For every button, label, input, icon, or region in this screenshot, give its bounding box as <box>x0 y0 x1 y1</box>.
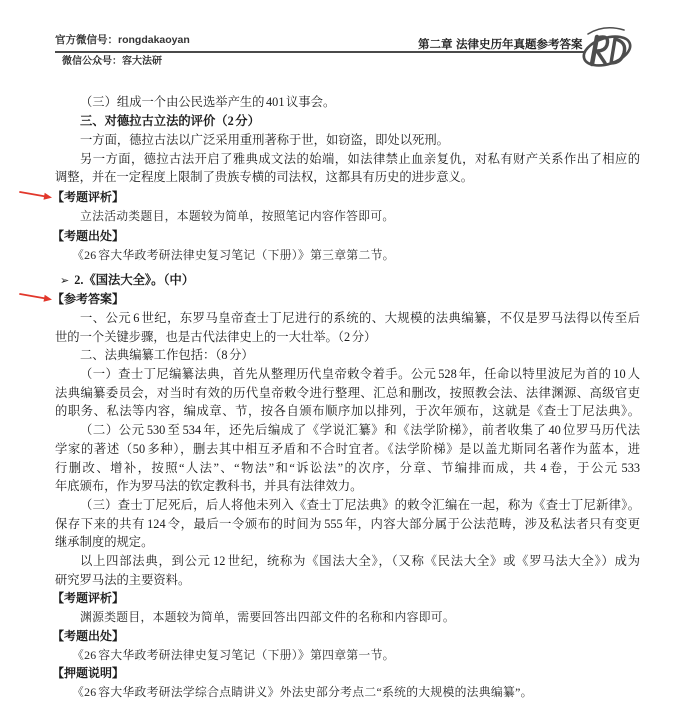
analysis-text: 立法活动类题目，本题较为简单，按照笔记内容作答即可。 <box>80 209 395 223</box>
item-3-line: 继承制度的规定。 <box>55 535 154 549</box>
source-text: 《26 容大华政考研法律史复习笔记（下册）》第三章第二节。 <box>72 248 395 262</box>
source-text: 《26 容大华政考研法律史复习笔记（下册）》第四章第一节。 <box>72 648 395 662</box>
item-3-line: 保存下来的共有 124 令，最后一令颁布的时间为 555 年，内容大部分属于公法范畴，涉及私法者只有变更 <box>55 517 640 531</box>
question-2-title-row <box>60 271 194 289</box>
prediction-text: 《26 容大华政考研法学综合点睛讲义》外法史部分考点二“系统的大规模的法典编纂”。 <box>72 685 533 699</box>
item-2-line: 行删改、增补，按照“人法”、“物法”和“诉讼法”的次序，分章、节编排而成，共 4 卷，于公元 533 <box>55 461 640 475</box>
wechat-public-account: 微信公众号：容大法研 <box>62 56 162 67</box>
answer-item-3: （三）组成一个由公民选举产生的 401 议事会。 <box>80 95 336 109</box>
chapter-number: 第二章 <box>418 39 453 51</box>
evaluation-paragraph-2-line: 调整，并在一定程度上限制了贵族专横的司法权，这都具有历史的进步意义。 <box>55 170 474 184</box>
summary-line: 以上四部法典，到公元 12 世纪，统称为《国法大全》，（又称《民法大全》或《罗马法大全》）成为 <box>80 554 640 568</box>
analysis-text: 渊源类题目，本题较为简单，需要回答出四部文件的名称和内容即可。 <box>80 610 456 624</box>
item-3-line: （三）查士丁尼死后，后人将他未列入《查士丁尼法典》的敕令汇编在一起，称为《查士丁尼新律》。 <box>80 498 640 512</box>
item-2-line: 年底颁布，作为罗马法的钦定教科书，并具有法律效力。 <box>55 479 363 493</box>
analysis-label: 【考题评析】 <box>52 591 125 605</box>
chapter-title: 法律史历年真题参考答案 <box>456 39 583 51</box>
part-1-line: 一、公元 6 世纪，东罗马皇帝查士丁尼进行的系统的、大规模的法典编纂，不仅是罗马法得以传至后 <box>80 311 640 325</box>
part-2-heading: 二、法典编纂工作包括：（8 分） <box>80 348 254 362</box>
brand-logo <box>580 24 634 74</box>
red-arrow-icon <box>18 289 56 307</box>
bullet-arrow-icon: ➢ <box>60 274 70 287</box>
item-1-line: 法典编纂委员会，对当时有效的历代皇帝敕令进行整理、汇总和删改，按照教会法、法律渊源、高级官吏 <box>55 386 640 400</box>
prediction-label: 【押题说明】 <box>52 666 125 680</box>
evaluation-heading: 三、对德拉古立法的评价（2 分） <box>80 114 260 128</box>
red-arrow-icon <box>18 187 56 205</box>
evaluation-paragraph-2-line: 另一方面，德拉古法开启了雅典成文法的始端，如法律禁止血亲复仇，对私有财产关系作出了相应的 <box>80 152 640 166</box>
evaluation-paragraph-1: 一方面，德拉古法以广泛采用重刑著称于世，如窃盗，即处以死刑。 <box>80 133 449 147</box>
answer-label: 【参考答案】 <box>52 292 125 306</box>
analysis-label: 【考题评析】 <box>52 190 125 204</box>
summary-line: 研究罗马法的主要资料。 <box>55 573 191 587</box>
wechat-official-id: 官方微信号：rongdakaoyan <box>55 34 190 46</box>
item-1-line: （一）查士丁尼编纂法典，首先从整理历代皇帝敕令着手。公元 528 年，任命以特里波尼为首的 10 人 <box>80 367 640 381</box>
item-2-line: 学家的著述（50 多种），删去其中相互矛盾和不合时宜者。《法学阶梯》是以盖尤斯同名著作为蓝本，进 <box>55 442 640 456</box>
source-label: 【考题出处】 <box>52 229 125 243</box>
source-label: 【考题出处】 <box>52 629 125 643</box>
question-2-title: 2.《国法大全》。（中） <box>74 273 195 287</box>
item-2-line: （二）公元 530 至 534 年，还先后编成了《学说汇纂》和《法学阶梯》，前者收集了 40 位罗马历代法 <box>80 423 640 437</box>
part-1-line: 世的一个关键步骤，也是古代法律史上的一大壮举。（2 分） <box>55 330 377 344</box>
item-1-line: 的职务、私法等内容，编成章、节，按各自颁布顺序加以排列，于次年颁布，这就是《查士丁尼法典》。 <box>55 404 640 418</box>
